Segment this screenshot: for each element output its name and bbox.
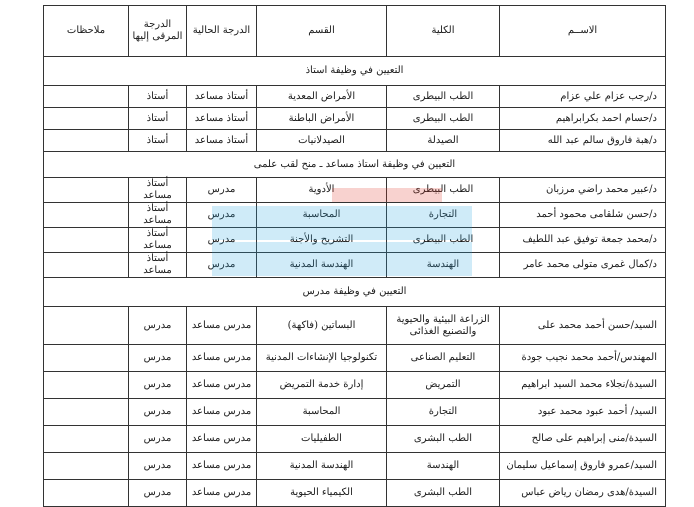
row-notes [44,372,129,399]
row-promoted-grade: مدرس [129,453,187,480]
table-row [44,228,666,253]
row-name: د/حسام احمد بكرابراهيم [500,108,666,130]
row-name: السيد/ أحمد عبود محمد عبود [500,399,666,426]
table-row [44,453,666,480]
row-department: الطفيليات [257,426,387,453]
row-department: الكيمياء الحيوية [257,480,387,507]
row-current-grade: مدرس مساعد [187,307,257,345]
table-row [44,345,666,372]
row-college: الهندسة [387,453,500,480]
row-promoted-grade: مدرس [129,345,187,372]
table-row [44,86,666,108]
row-current-grade: مدرس [187,203,257,228]
row-name: السيدة/هدى رمضان رياض عباس [500,480,666,507]
table-row [44,399,666,426]
row-current-grade: مدرس [187,228,257,253]
row-promoted-grade: أستاذ مساعد [129,253,187,278]
row-college: التجارة [387,399,500,426]
row-current-grade: مدرس [187,178,257,203]
table-row [44,253,666,278]
row-notes [44,86,129,108]
row-current-grade: أستاذ مساعد [187,130,257,152]
table-row [44,108,666,130]
row-current-grade: مدرس مساعد [187,426,257,453]
table-row [44,426,666,453]
row-notes [44,480,129,507]
row-name: السيدة/منى إبراهيم على صالح [500,426,666,453]
row-college: الطب البشرى [387,426,500,453]
row-promoted-grade: مدرس [129,480,187,507]
row-department: إدارة خدمة التمريض [257,372,387,399]
row-notes [44,307,129,345]
row-department: تكنولوجيا الإنشاءات المدنية [257,345,387,372]
section-title: التعيين في وظيفة استاذ مساعد ـ منح لقب علمى [44,152,666,178]
row-college: الطب البشرى [387,480,500,507]
row-name: د/عبير محمد راضي مرزبان [500,178,666,203]
row-name: السيد/حسن أحمد محمد على [500,307,666,345]
row-promoted-grade: مدرس [129,426,187,453]
row-college: الطب البيطرى [387,86,500,108]
table-row [44,130,666,152]
row-college: التمريض [387,372,500,399]
table-row [44,372,666,399]
row-promoted-grade: أستاذ [129,86,187,108]
row-name: د/محمد جمعة توفيق عبد اللطيف [500,228,666,253]
header-notes: ملاحظات [44,6,129,57]
row-promoted-grade: مدرس [129,307,187,345]
row-college: الطب البيطرى [387,108,500,130]
row-notes [44,108,129,130]
header-row [44,6,666,57]
section-row [44,152,666,178]
row-promoted-grade: أستاذ مساعد [129,178,187,203]
row-notes [44,345,129,372]
row-current-grade: مدرس مساعد [187,345,257,372]
row-current-grade: مدرس [187,253,257,278]
row-college: الصيدلة [387,130,500,152]
row-current-grade: أستاذ مساعد [187,108,257,130]
row-current-grade: مدرس مساعد [187,399,257,426]
row-department: التشريح والأجنة [257,228,387,253]
row-department: المحاسبة [257,399,387,426]
header-department: القسم [257,6,387,57]
table-row [44,480,666,507]
row-notes [44,130,129,152]
row-name: المهندس/أحمد محمد نجيب جودة [500,345,666,372]
row-department: الأمراض الباطنة [257,108,387,130]
row-department: الهندسة المدنية [257,253,387,278]
row-current-grade: مدرس مساعد [187,372,257,399]
row-college: الهندسة [387,253,500,278]
row-notes [44,399,129,426]
row-promoted-grade: أستاذ [129,130,187,152]
table-row [44,178,666,203]
header-current-grade: الدرجة الحالية [187,6,257,57]
row-notes [44,253,129,278]
row-college: التعليم الصناعى [387,345,500,372]
row-promoted-grade: أستاذ مساعد [129,228,187,253]
row-current-grade: مدرس مساعد [187,453,257,480]
row-notes [44,228,129,253]
row-notes [44,178,129,203]
table-body [44,57,666,507]
appointments-table [43,5,666,507]
header-college: الكلية [387,6,500,57]
section-row [44,57,666,86]
row-name: د/كمال غمرى متولى محمد عامر [500,253,666,278]
header-promoted-grade: الدرجة المرقى إليها [129,6,187,57]
row-college: الطب البيطرى [387,228,500,253]
row-department: الهندسة المدنية [257,453,387,480]
row-department: البساتين (فاكهة) [257,307,387,345]
row-notes [44,453,129,480]
row-department: المحاسبة [257,203,387,228]
row-current-grade: مدرس مساعد [187,480,257,507]
row-name: د/حسن شلقامى محمود أحمد [500,203,666,228]
row-promoted-grade: مدرس [129,399,187,426]
row-department: الأمراض المعدية [257,86,387,108]
table-row [44,307,666,345]
row-college: الطب البيطرى [387,178,500,203]
row-department: الأدوية [257,178,387,203]
table-row [44,203,666,228]
row-current-grade: أستاذ مساعد [187,86,257,108]
row-promoted-grade: مدرس [129,372,187,399]
section-row [44,278,666,307]
row-promoted-grade: أستاذ مساعد [129,203,187,228]
row-college: الزراعة البيئية والحيوية والتصنيع الغذائى [387,307,500,345]
row-department: الصيدلانيات [257,130,387,152]
header-name: الاســم [500,6,666,57]
row-name: السيد/عمرو فاروق إسماعيل سليمان [500,453,666,480]
row-name: د/رجب عزام علي عزام [500,86,666,108]
row-notes [44,203,129,228]
row-college: التجارة [387,203,500,228]
row-promoted-grade: أستاذ [129,108,187,130]
row-name: د/هبة فاروق سالم عبد الله [500,130,666,152]
section-title: التعيين في وظيفة مدرس [44,278,666,307]
row-name: السيدة/نجلاء محمد السيد ابراهيم [500,372,666,399]
row-notes [44,426,129,453]
section-title: التعيين في وظيفة استاذ [44,57,666,86]
